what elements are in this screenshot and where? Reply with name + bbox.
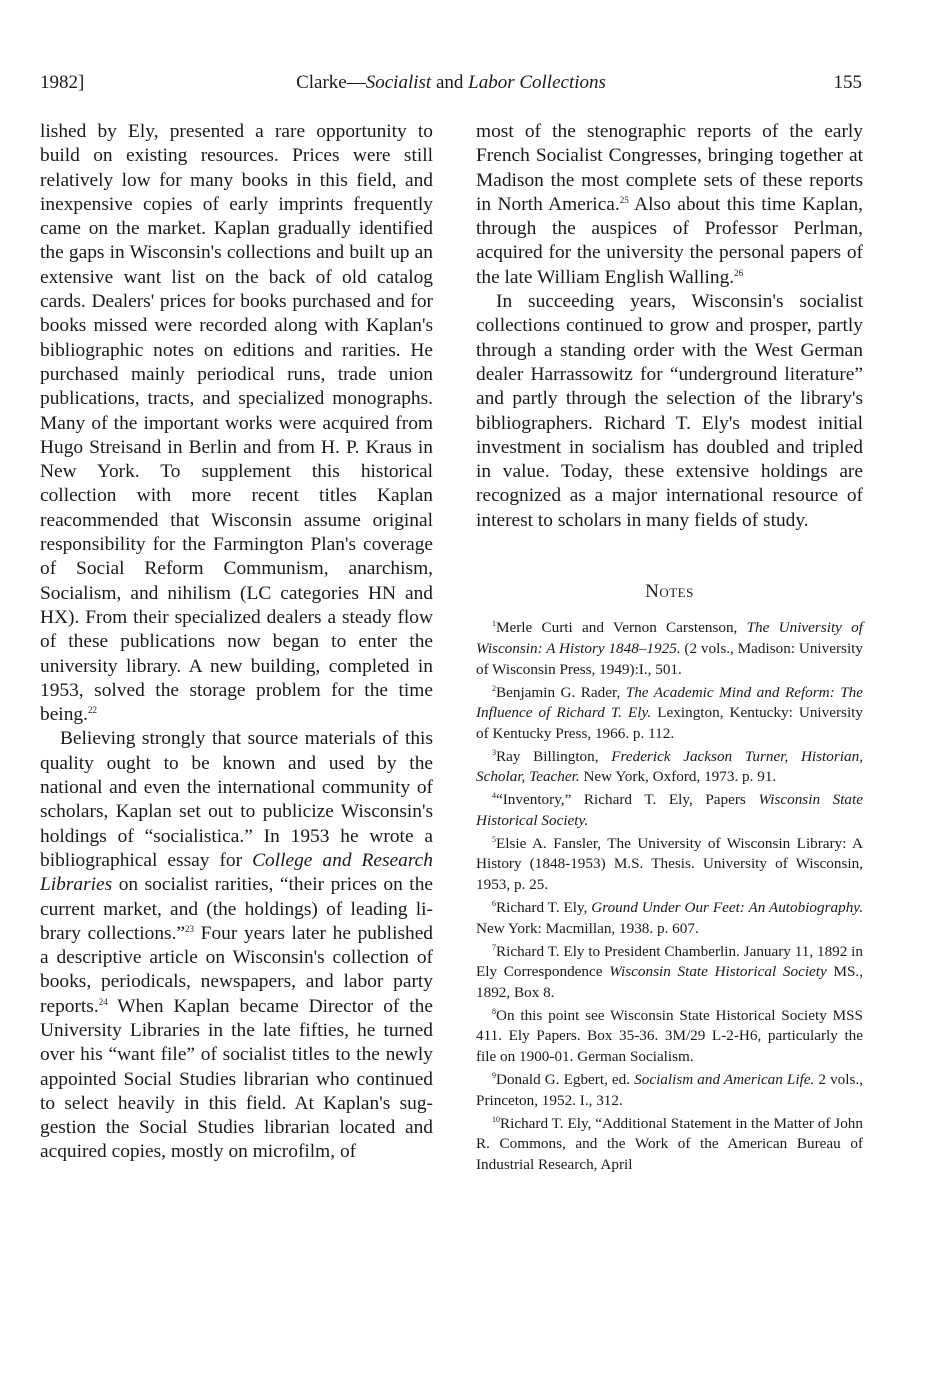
paragraph-text: most of the stenographic reports of the early French Socialist Congresses, bringing together at Madison the most complete sets of these reports in North America.	[476, 121, 863, 215]
footnote-ref: 25	[619, 194, 629, 205]
running-title-author: Clarke	[296, 72, 347, 93]
footnote-text: Richard T. Ely, “Additional Statement in the Matter of John R. Commons, and the Work of the American Bureau of Industrial Research, April	[476, 1114, 863, 1173]
footnote-title: Socialism and American Life.	[634, 1070, 815, 1088]
footnote-text: MS., 1892, Box 8.	[476, 963, 864, 1001]
running-title-dash: —	[346, 72, 366, 93]
footnote-text: On this point see Wisconsin State Historical Society MSS 411. Ely Papers. Box 35-36. 3M/29 L-2-H6, particularly the file on 1900-01. German Socialism.	[476, 1006, 863, 1065]
footnote	[476, 942, 863, 1004]
running-title-and: and	[431, 72, 469, 93]
footnote	[476, 790, 863, 831]
notes-list	[476, 618, 863, 1175]
footnote-number: 3	[492, 747, 496, 757]
footnote-title: Wisconsin State Historical Society	[609, 963, 827, 981]
paragraph-text: Believing strongly that source materials of this quality ought to be known and used by the national and even the international community of scholars, Kaplan set out to publicize Wisconsin's holdings of “socialistica.” In 1953 he wrote a bibliographical essay for	[40, 728, 433, 871]
footnote-ref: 24	[98, 996, 108, 1007]
footnote	[476, 747, 863, 788]
left-column	[40, 120, 433, 1165]
footnote	[476, 1006, 863, 1068]
footnote-text: Richard T. Ely,	[496, 899, 592, 917]
footnote-text: Ray Billington,	[496, 747, 612, 765]
running-header	[40, 72, 862, 100]
footnote-text: Richard T. Ely to President Chamberlin. January 11, 1892 in Ely Correspondence	[476, 942, 863, 981]
body-paragraph	[40, 727, 433, 1164]
footnote-title: Frederick Jackson Turner, Historian, Scholar, Teacher.	[476, 747, 863, 786]
footnote-number: 1	[492, 619, 496, 629]
notes-heading: Notes	[645, 581, 694, 603]
footnote-title: Wisconsin State Historical Society.	[476, 791, 863, 829]
footnote-text: Lexington, Kentucky: University of Kentucky Press, 1966. p. 112.	[476, 704, 863, 742]
footnote-number: 9	[492, 1070, 496, 1080]
paragraph-text: When Kaplan became Director of the University Libraries in the late fifties, he turned over his “want file” of socialist titles to the newly appointed Social Studies librarian who continued to select heavily in this field. At Kaplan's suggestion the Social Studies librarian located and acquired copies, mostly on microfilm, of	[40, 995, 433, 1163]
footnote-number: 5	[492, 834, 496, 844]
running-title-main: Socialist	[365, 72, 432, 93]
footnote-number: 8	[492, 1006, 496, 1016]
footnote-text: Merle Curti and Vernon Carstenson,	[496, 619, 747, 637]
footnote-ref: 23	[185, 923, 195, 934]
footnote-number: 4	[492, 791, 496, 801]
body-paragraph: In succeeding years, Wisconsin's socialist collections continued to grow and prosper, partly through a standing order with the West German dealer Harrassowitz for “underground literature” and partly through the selection of the library's bibliographers. Richard T. Ely's modest initial investment in socialism has doubled and tripled in value. Today, these extensive holdings are recognized as a major international resource of interest to scholars in many fields of study.	[476, 291, 863, 531]
paragraph-text: on socialist rarities, “their prices on the current market, and (the holdings) of leading library collections.”	[40, 874, 433, 944]
footnote-title: The University of Wisconsin: A History 1848–1925.	[476, 619, 863, 657]
footnote-text: 2 vols., Princeton, 1952. I., 312.	[476, 1070, 863, 1109]
footnote-title: Ground Under Our Feet: An Autobiography.	[591, 899, 863, 917]
footnote-title: The Academic Mind and Reform: The Influence of Richard T. Ely.	[476, 683, 863, 722]
footnote	[476, 618, 863, 680]
footnote-text: (2 vols., Madison: University of Wisconsin Press, 1949):I., 501.	[476, 639, 863, 678]
right-column	[476, 120, 863, 1178]
body-paragraph	[40, 120, 433, 727]
header-year: 1982]	[40, 72, 85, 93]
paragraph-text: Also about this time Kaplan, through the auspices of Professor Perlman, acquired for the university the personal papers of the late William English Walling.	[476, 193, 864, 288]
footnote-text: New York: Macmillan, 1938. p. 607.	[476, 919, 699, 937]
footnote	[476, 1114, 863, 1176]
footnote-text: “Inventory,” Richard T. Ely, Papers	[496, 791, 759, 809]
footnote	[476, 683, 863, 745]
page-number: 155	[833, 72, 862, 93]
footnote	[476, 1070, 863, 1111]
footnote-text: Donald G. Egbert, ed.	[496, 1070, 635, 1088]
footnote-text: New York, Oxford, 1973. p. 91.	[579, 768, 777, 786]
running-title-end: Labor Collections	[468, 72, 606, 93]
footnote-text: Benjamin G. Rader,	[496, 683, 626, 701]
footnote-ref: 26	[734, 267, 744, 278]
paragraph-text: Four years later he published a descriptive article on Wisconsin's collection of books, periodicals, newspapers, and labor party reports.	[40, 922, 434, 1017]
running-title	[40, 72, 862, 94]
footnote-ref: 22	[87, 705, 97, 716]
footnote-number: 7	[492, 942, 496, 952]
footnote-number: 10	[492, 1114, 500, 1124]
footnote	[476, 898, 863, 939]
footnote-number: 2	[492, 683, 496, 693]
paragraph-text: lished by Ely, presented a rare opportunity to build on existing resources. Prices were still relatively low for many books in this field, and inexpensive copies of early imprints frequently came on the market. Kaplan gradually identified the gaps in Wisconsin's collections and built up an extensive want list on the back of old catalog cards. Dealers' prices for books purchased and for books missed were recorded along with Kaplan's bibliographic notes on editions and rarities. He purchased mainly periodical runs, trade union publications, tracts, and specialized monographs. Many of the important works were acquired from Hugo Streisand in Berlin and from H. P. Kraus in New York. To supplement this historical collection with more recent titles Kaplan reacommended that Wisconsin assume original responsibility for the Farmington Plan's coverage of Social Reform Communism, anarchism, Socialism, and nihilism (LC categories HN and HX). From their specialized dealers a steady flow of these publications now began to enter the university library. A new building, completed in 1953, solved the storage problem for the time being.	[40, 121, 433, 726]
footnote-number: 6	[492, 899, 496, 909]
journal-title: College and Research Libraries	[40, 849, 433, 896]
footnote-text: Elsie A. Fansler, The University of Wisconsin Library: A History (1848-1953) M.S. Thesis. University of Wisconsin, 1953, p. 25.	[476, 834, 863, 894]
body-paragraph	[476, 120, 863, 290]
footnote	[476, 834, 863, 896]
